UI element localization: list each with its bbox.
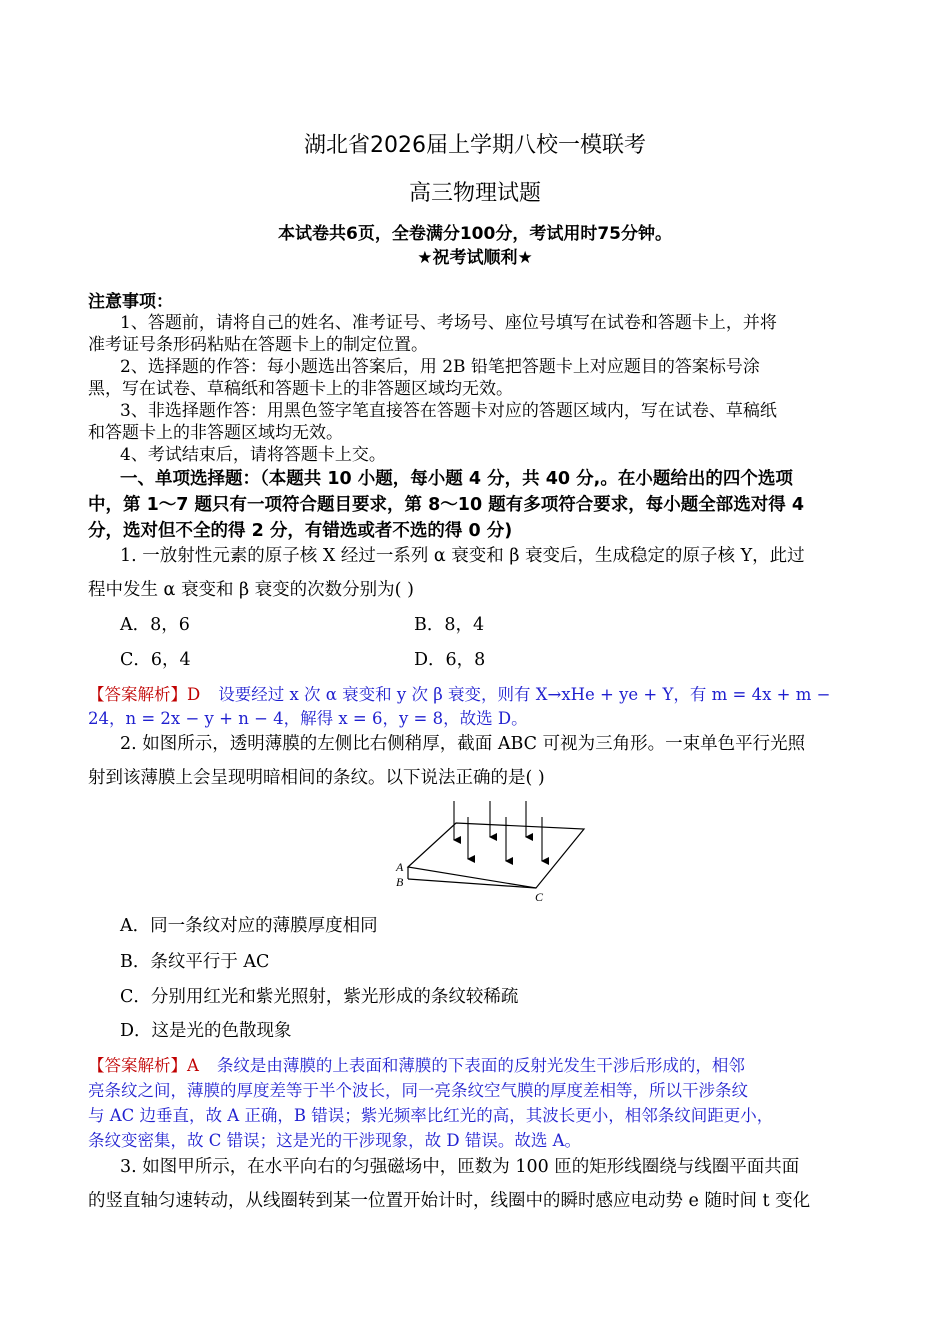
answer-text: 条纹是由薄膜的上表面和薄膜的下表面的反射光发生干涉后形成的，相邻: [216, 1056, 745, 1075]
question-1-option-c: C．6，4: [120, 650, 191, 670]
film-top-surface: [408, 823, 584, 888]
thin-film-figure: [390, 795, 590, 905]
question-2-option-b: B．条纹平行于 AC: [120, 952, 270, 972]
exam-title: 湖北省2026届上学期八校一模联考: [304, 133, 646, 158]
notes-line: 3、非选择题作答：用黑色签字笔直接答在答题卡对应的答题区域内，写在试卷、草稿纸: [120, 401, 777, 421]
question-2-text: 2. 如图所示，透明薄膜的左侧比右侧稍厚，截面 ABC 可视为三角形。一束单色平行光照: [120, 734, 806, 754]
answer-tag: 【答案解析】A: [88, 1056, 199, 1075]
section-heading: 一、单项选择题：（本题共 10 小题，每小题 4 分，共 40 分,。在小题给出的四个选项: [120, 469, 793, 489]
notes-line: 1、答题前，请将自己的姓名、准考证号、考场号、座位号填写在试卷和答题卡上，并将: [120, 313, 777, 333]
label-c: C: [535, 890, 544, 904]
answer-text: 设要经过 x 次 α 衰变和 y 次 β 衰变，则有 X→xHe + ye + Y，有 m = 4x + m −: [218, 685, 831, 704]
question-2-answer: [88, 1052, 745, 1076]
section-heading: 中，第 1～7 题只有一项符合题目要求，第 8～10 题有多项符合要求，每小题全部选对得 4: [88, 495, 805, 515]
question-1-option-d: D．6，8: [414, 650, 486, 670]
question-3-text: 的竖直轴匀速转动，从线圈转到某一位置开始计时，线圈中的瞬时感应电动势 e 随时间 t 变化: [88, 1191, 811, 1211]
question-2-answer-cont: 亮条纹之间，薄膜的厚度差等于半个波长，同一亮条纹空气膜的厚度差相等，所以干涉条纹: [88, 1081, 748, 1100]
question-2-option-c: C．分别用红光和紫光照射，紫光形成的条纹较稀疏: [120, 987, 519, 1007]
exam-info: 本试卷共6页，全卷满分100分，考试用时75分钟。: [278, 224, 672, 244]
question-2-answer-cont: 与 AC 边垂直，故 A 正确，B 错误；紫光频率比红光的高，其波长更小，相邻条纹间距更小，: [88, 1106, 774, 1125]
question-2-option-d: D．这是光的色散现象: [120, 1021, 292, 1041]
question-1-option-b: B．8，4: [414, 615, 485, 635]
film-edge-bc: [408, 879, 536, 888]
question-2-text: 射到该薄膜上会呈现明暗相间的条纹。以下说法正确的是( ): [88, 768, 545, 788]
label-b: B: [396, 875, 404, 889]
question-3-text: 3. 如图甲所示，在水平向右的匀强磁场中，匝数为 100 匝的矩形线圈绕与线圈平面共面: [120, 1157, 800, 1177]
notes-heading: 注意事项：: [88, 292, 173, 312]
label-a: A: [396, 860, 404, 874]
question-1-text: 程中发生 α 衰变和 β 衰变的次数分别为( ): [88, 580, 414, 600]
question-1-option-a: A．8，6: [120, 615, 190, 635]
question-2-answer-cont: 条纹变密集，故 C 错误；这是光的干涉现象，故 D 错误。故选 A。: [88, 1131, 581, 1150]
exam-wish: ★祝考试顺利★: [417, 248, 533, 268]
notes-line: 和答题卡上的非答题区域均无效。: [88, 423, 343, 443]
exam-subtitle: 高三物理试题: [408, 181, 541, 206]
section-heading: 分，选对但不全的得 2 分，有错选或者不选的得 0 分): [88, 521, 513, 541]
question-1-answer-cont: 24，n = 2x − y + n − 4，解得 x = 6，y = 8，故选 D。: [88, 709, 528, 728]
notes-line: 准考证号条形码粘贴在答题卡上的制定位置。: [88, 335, 428, 355]
question-2-option-a: A．同一条纹对应的薄膜厚度相同: [120, 916, 378, 936]
notes-line: 黑，写在试卷、草稿纸和答题卡上的非答题区域均无效。: [88, 379, 513, 399]
question-1-text: 1. 一放射性元素的原子核 X 经过一系列 α 衰变和 β 衰变后，生成稳定的原子核 Y，此过: [120, 546, 805, 566]
notes-line: 2、选择题的作答：每小题选出答案后，用 2B 铅笔把答题卡上对应题目的答案标号涂: [120, 357, 760, 377]
answer-tag: 【答案解析】D: [88, 685, 201, 704]
question-1-answer: [88, 681, 830, 705]
notes-line: 4、考试结束后，请将答题卡上交。: [120, 445, 386, 465]
